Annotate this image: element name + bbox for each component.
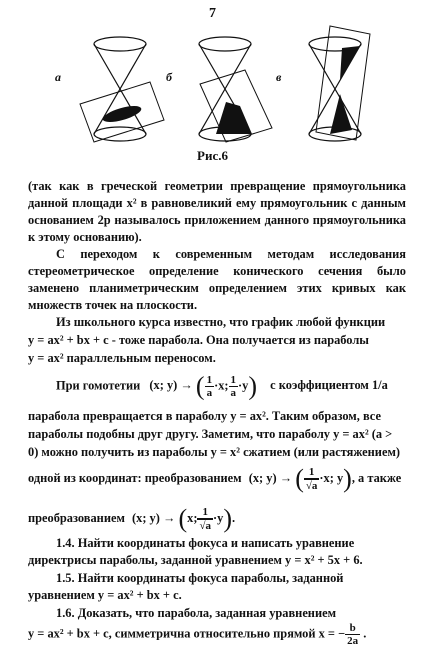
fraction-1-over-sqrt-a: $\frac{1}{√a}$ <box>305 466 318 492</box>
paragraph-2: С переходом к современным методам исследования стереометрическое определение конического сечения было заменено планиметрическим определением этих кривых как множеств точек на плоскости. <box>28 247 406 312</box>
compression-line-2: преобразованием (x; y) → (x; $\frac{1}{√a}$ ·y). <box>28 504 236 533</box>
compression-line-1: одной из координат: преобразованием (x; y) → ( $\frac{1}{√a}$ ·x; y), а также <box>28 464 402 493</box>
cone-a-drawing <box>80 37 164 142</box>
cone-b-drawing <box>199 37 272 142</box>
fraction-1-over-a: $\frac{1}{a}$ <box>206 374 213 399</box>
paragraph-3-line-1: Из школьного курса известно, что график любой функции <box>56 315 386 329</box>
paragraph-3-line-2: y = ax² + bx + c - тоже парабола. Она получается из параболы <box>28 333 369 347</box>
problem-1-6-line-2: y = ax² + bx + c, симметрична относительно прямой x = − $\frac{b}{2a}$ . <box>28 622 367 647</box>
paragraph-5-line-1: парабола превращается в параболу y = ax². Таким образом, все <box>28 409 381 423</box>
fraction-1-over-sqrt-a-2: $\frac{1}{√a}$ <box>199 506 212 532</box>
paragraph-1: (так как в греческой геометрии превращение прямоугольника данной площади x² в равновеликий ему прямоугольник с данным основанием 2p называлось приложением данного прямоугольника к этому основанию). <box>28 179 406 244</box>
fraction-b-over-2a: $\frac{b}{2a}$ <box>347 622 359 647</box>
coefficient-text: с коэффициентом 1/a <box>270 378 388 393</box>
cone-c-drawing <box>309 26 370 141</box>
paragraph-3-line-3: y = ax² параллельным переносом. <box>28 351 216 365</box>
problem-1-6: 1.6. Доказать, что парабола, заданная уравнением <box>56 606 337 620</box>
problem-1-4: 1.4. Найти координаты фокуса и написать уравнение <box>56 536 355 550</box>
problem-1-4-line-2: директрисы параболы, заданной уравнением y = x² + 5x + 6. <box>28 553 363 567</box>
homothety-map: (x; y) → <box>149 378 193 393</box>
problem-1-5-line-2: уравнением y = ax² + bx + c. <box>28 588 182 602</box>
figure-label-c: в <box>276 70 282 84</box>
page-number: 7 <box>209 6 216 21</box>
fraction-1-over-a-2: $\frac{1}{a}$ <box>230 374 237 399</box>
homothety-label: При гомотетии <box>56 378 141 393</box>
homothety-line: При гомотетии (x; y) → ( $\frac{1}{a}$ ·x; $\frac{1}{a}$ ·y) с коэффициентом 1/a <box>56 371 388 401</box>
figure-cones <box>40 22 385 147</box>
problem-1-5: 1.5. Найти координаты фокуса параболы, заданной <box>56 571 344 585</box>
paragraph-5-line-2: параболы подобны друг другу. Заметим, что параболу y = ax² (a > <box>28 427 393 441</box>
paragraph-5-line-3: 0) можно получить из параболы y = x² сжатием (или растяжением) <box>28 445 401 459</box>
figure-label-b: б <box>166 70 172 84</box>
figure-caption: Рис.6 <box>197 148 228 163</box>
figure-label-a: а <box>55 70 61 84</box>
